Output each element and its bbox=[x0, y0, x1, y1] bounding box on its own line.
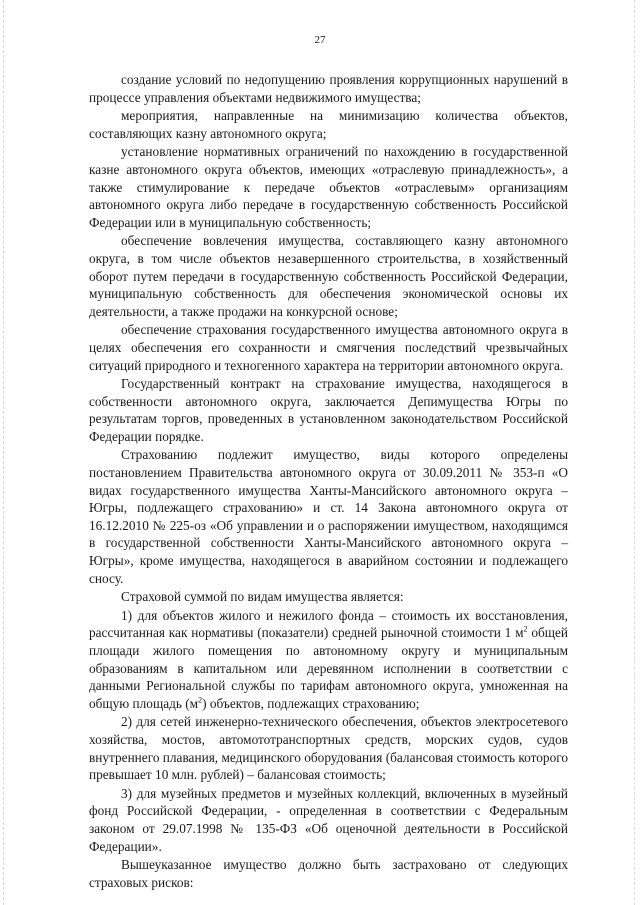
superscript-2: 2 bbox=[198, 695, 203, 705]
paragraph-minimize-treasury: мероприятия, направленные на минимизацию количества объектов, составляющих казну автономного округа; bbox=[89, 108, 568, 141]
paragraph-insured-sum-intro: Страховой суммой по видам имущества является: bbox=[121, 589, 404, 605]
list-item-1-text-b: общей площади жилого помещения по автономному округу и муниципальным образованиям в капитальном или деревянном исполнении в соответствии с данными Региональной службы по тарифам автономного округа, умноженная на общую площадь (м bbox=[89, 625, 568, 711]
paragraph-corruption-prevention: создание условий по недопущению проявления коррупционных нарушений в процессе управления объектами недвижимого имущества; bbox=[89, 72, 568, 105]
scan-edge-right bbox=[634, 0, 636, 905]
page-number: 27 bbox=[314, 34, 326, 46]
scan-edge-left bbox=[3, 0, 5, 905]
list-item-1-text-a: 1) для объектов жилого и нежилого фонда – стоимость их восстановления, рассчитанная как нормативы (показатели) средней рыночной стоимости 1 м bbox=[89, 607, 568, 641]
list-item-2-networks: 2) для сетей инженерно-технического обеспечения, объектов электросетевого хозяйства, мостов, автомототранспортных средств, морских судов, судов внутреннего плавания, медицинского оборудования (балансовая стоимость которого превышает 10 млн. рублей) – балансовая стоимость; bbox=[89, 714, 568, 783]
paragraph-state-contract: Государственный контракт на страхование имущества, находящегося в собственности автономного округа, заключается Депимущества Югры по результатам торгов, проведенных в установленном законодательством Российской Федерации порядке. bbox=[89, 376, 568, 444]
list-item-1-buildings bbox=[89, 607, 568, 713]
paragraph-insured-property: Страхованию подлежит имущество, виды которого определены постановлением Правительства автономного округа от 30.09.2011 № 353-п «О видах государственного имущества Ханты-Мансийского автономного округа – Югры, подлежащего страхованию» и ст. 14 Закона автономного округа от 16.12.2010 № 225-оз «Об управлении и о распоряжении имуществом, находящимся в государственной собственности Ханты-Мансийского автономного округа – Югры», кроме имущества, находящегося в аварийном состоянии и подлежащего сносу. bbox=[89, 447, 568, 586]
paragraph-insurance-provision: обеспечение страхования государственного имущества автономного округа в целях обеспечения его сохранности и смягчения последствий чрезвычайных ситуаций природного и техногенного характера на территории автономного округа. bbox=[89, 322, 568, 373]
list-item-1-text-c: ) объектов, подлежащих страхованию; bbox=[202, 695, 420, 711]
list-item-3-museum: 3) для музейных предметов и музейных коллекций, включенных в музейный фонд Российской Федерации, - определенная в соответствии с Федеральным законом от 29.07.1998 № 135-ФЗ «Об оценочной деятельности в Российской Федерации». bbox=[89, 785, 568, 854]
paragraph-economic-turnover: обеспечение вовлечения имущества, составляющего казну автономного округа, в том числе объектов незавершенного строительства, в хозяйственный оборот путем передачи в государственную собственность Российской Федерации, муниципальную собственность для обеспечения экономической основы их деятельности, а также продажи на конкурсной основе; bbox=[89, 233, 568, 319]
document-body bbox=[89, 71, 568, 891]
paragraph-insurance-risks: Вышеуказанное имущество должно быть застраховано от следующих страховых рисков: bbox=[89, 857, 568, 890]
superscript-2: 2 bbox=[523, 624, 528, 634]
paragraph-normative-limits: установление нормативных ограничений по нахождению в государственной казне автономного округа объектов, имеющих «отраслевую принадлежность», а также стимулирование к передаче объектов «отраслевым» организациям автономного округа либо передаче в государственную собственность Российской Федерации или в муниципальную собственность; bbox=[89, 144, 568, 230]
